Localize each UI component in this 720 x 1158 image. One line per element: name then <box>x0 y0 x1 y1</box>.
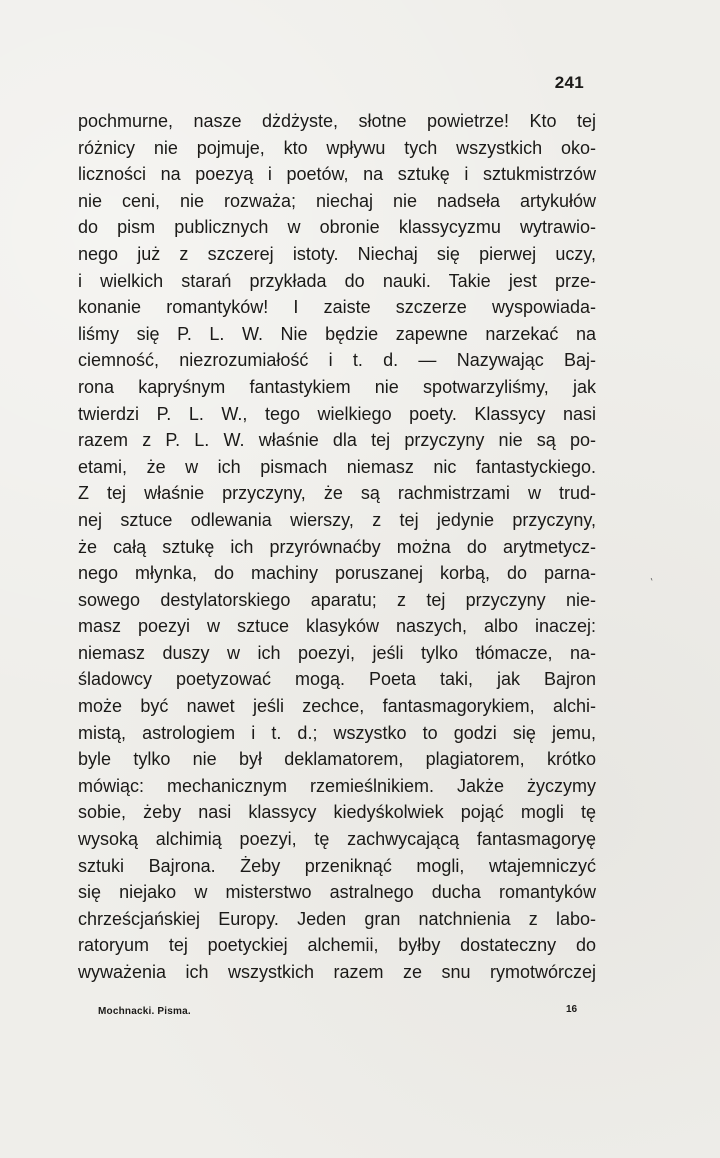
text-line: rona kapryśnym fantastykiem nie spotwarzyliśmy, jak <box>78 376 596 397</box>
text-line: że całą sztukę ich przyrównaćby można do arytmetycz- <box>78 536 596 557</box>
text-line: sobie, żeby nasi klassycy kiedyśkolwiek pojąć mogli tę <box>78 802 596 823</box>
text-line: Z tej właśnie przyczyny, że są rachmistrzami w trud- <box>78 483 596 504</box>
text-line: niemasz duszy w ich poezyi, jeśli tylko tłómacze, na- <box>78 642 596 663</box>
ink-speck: ` <box>645 575 655 591</box>
signature-number: 16 <box>566 1004 578 1015</box>
text-line: nego młynka, do machiny poruszanej korbą, do parna- <box>78 563 596 584</box>
text-line: śladowcy poetyzować mogą. Poeta taki, jak Bajron <box>78 669 596 690</box>
text-line: etami, że w ich pismach niemasz nic fantastyckiego. <box>78 456 596 477</box>
text-line: się niejako w misterstwo astralnego ducha romantyków <box>78 882 596 903</box>
footer-signature: Mochnacki. Pisma. <box>98 1006 191 1017</box>
body-text <box>78 108 596 986</box>
text-line: razem z P. L. W. właśnie dla tej przyczyny nie są po- <box>78 430 596 451</box>
text-line: ciemność, niezrozumiałość i t. d. — Nazywając Baj- <box>78 350 596 371</box>
text-line: twierdzi P. L. W., tego wielkiego poety. Klassycy nasi <box>78 403 596 424</box>
text-line: wyważenia ich wszystkich razem ze snu rymotwórczej <box>78 962 596 982</box>
text-line: sowego destylatorskiego aparatu; z tej przyczyny nie- <box>78 589 596 610</box>
text-line: wysoką alchimią poezyi, tę zachwycającą fantasmagoryę <box>78 829 596 850</box>
text-line: pochmurne, nasze dżdżyste, słotne powietrze! Kto tej <box>78 111 596 131</box>
text-line: mistą, astrologiem i t. d.; wszystko to godzi się jemu, <box>78 722 596 743</box>
text-line: i wielkich starań przykłada do nauki. Takie jest prze- <box>78 270 596 291</box>
text-line: liśmy się P. L. W. Nie będzie zapewne narzekać na <box>78 323 596 344</box>
text-line: masz poezyi w sztuce klasyków naszych, albo inaczej: <box>78 616 596 637</box>
text-line: ratoryum tej poetyckiej alchemii, byłby dostateczny do <box>78 935 596 956</box>
page-number: 241 <box>554 73 584 92</box>
text-line: może być nawet jeśli zechce, fantasmagorykiem, alchi- <box>78 696 596 717</box>
text-line: nie ceni, nie rozważa; niechaj nie nadseła artykułów <box>78 190 596 211</box>
text-line: chrześcjańskiej Europy. Jeden gran natchnienia z labo- <box>78 908 596 929</box>
text-line: liczności na poezyą i poetów, na sztukę i sztukmistrzów <box>78 164 596 185</box>
text-line: nej sztuce odlewania wierszy, z tej jedynie przyczyny, <box>78 509 596 530</box>
text-line: konanie romantyków! I zaiste szczerze wyspowiada- <box>78 297 596 318</box>
text-line: byle tylko nie był deklamatorem, plagiatorem, krótko <box>78 749 596 770</box>
text-line: mówiąc: mechanicznym rzemieślnikiem. Jakże życzymy <box>78 775 596 796</box>
text-line: sztuki Bajrona. Żeby przeniknąć mogli, wtajemniczyć <box>78 855 596 876</box>
text-line: różnicy nie pojmuje, kto wpływu tych wszystkich oko- <box>78 137 596 158</box>
text-line: do pism publicznych w obronie klassycyzmu wytrawio- <box>78 217 596 238</box>
text-line: nego już z szczerej istoty. Niechaj się pierwej uczy, <box>78 243 596 264</box>
